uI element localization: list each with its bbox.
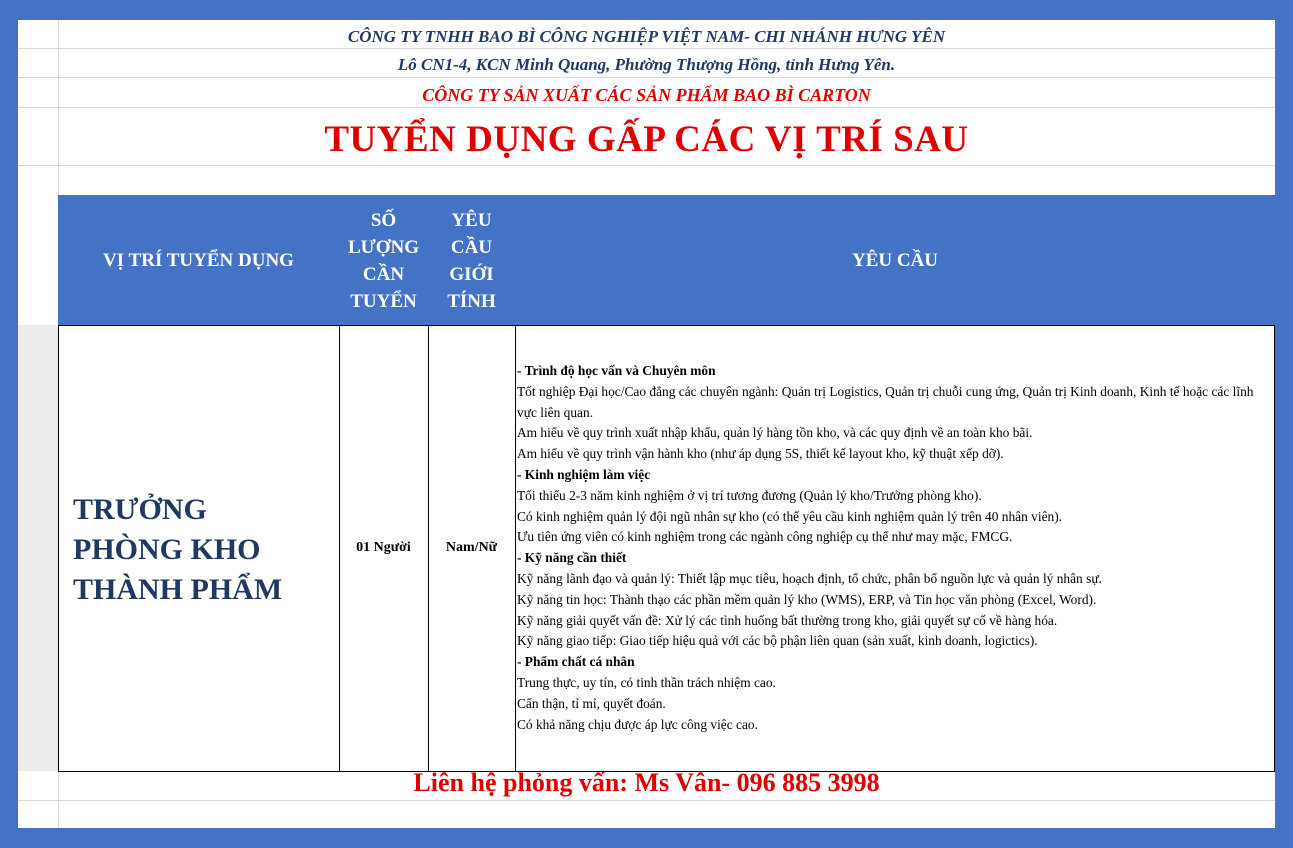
header-position: VỊ TRÍ TUYỂN DỤNG [103,250,294,271]
company-business: CÔNG TY SẢN XUẤT CÁC SẢN PHẨM BAO BÌ CARTON [422,85,871,105]
position-line: THÀNH PHẨM [73,573,283,606]
requirements-list [517,361,1262,735]
requirement-item: Ưu tiên ứng viên có kinh nghiệm trong các ngành công nghiệp cụ thể như may mặc, FMCG. [517,529,1013,545]
quantity-value: 01 Người [356,540,411,555]
grid-row-line [18,107,1275,108]
header-requirements: YÊU CẦU [851,250,939,271]
spreadsheet-sheet [18,20,1275,828]
requirement-item: Tối thiểu 2-3 năm kinh nghiệm ở vị trí tương đương (Quản lý kho/Trưởng phòng kho). [517,487,982,503]
header-gender-line: TÍNH [447,290,496,312]
requirement-item: Kỹ năng giao tiếp: Giao tiếp hiệu quả với các bộ phận liên quan (sản xuất, kinh doanh, logictics). [517,633,1038,649]
requirement-heading: - Phẩm chất cá nhân [517,654,635,670]
grid-row-line [18,800,1275,801]
header-quantity-line: TUYỂN [350,290,417,312]
company-address: Lô CN1-4, KCN Minh Quang, Phường Thượng Hồng, tỉnh Hưng Yên. [397,55,896,74]
requirement-item: Am hiểu về quy trình xuất nhập khẩu, quản lý hàng tồn kho, và các quy định về an toàn kho bãi. [517,425,1033,441]
row-margin [18,325,58,771]
header-quantity-line: SỐ [370,209,397,231]
position-line: PHÒNG KHO [73,533,261,566]
header-gender [428,195,515,326]
contact-line: Liên hệ phỏng vấn: Ms Vân- 096 885 3998 [413,768,880,797]
requirement-item: Có kinh nghiệm quản lý đội ngũ nhân sự kho (có thể yêu cầu kinh nghiệm quản lý trên 40 nhân viên). [517,508,1063,524]
requirement-item: Tốt nghiệp Đại học/Cao đẳng các chuyên ngành: Quản trị Logistics, Quản trị chuỗi cung ứng, Quản trị Kinh doanh, Kinh tế hoặc các lĩnh vực liên quan. [517,383,1254,420]
header-gender-line: CẦU [450,236,493,258]
header-gender-line: GIỚI [449,263,494,285]
requirement-item: Kỹ năng tin học: Thành thạo các phần mềm quản lý kho (WMS), ERP, và Tin học văn phòng (Excel, Word). [517,591,1097,607]
company-name: CÔNG TY TNHH BAO BÌ CÔNG NGHIỆP VIỆT NAM- CHI NHÁNH HƯNG YÊN [347,27,946,46]
headline: TUYỂN DỤNG GẤP CÁC VỊ TRÍ SAU [324,119,969,160]
requirement-item: Am hiểu về quy trình vận hành kho (như áp dụng 5S, thiết kế layout kho, kỹ thuật xếp dỡ). [517,446,1004,462]
grid-row-line [18,77,1275,78]
requirement-item: Kỹ năng giải quyết vấn đề: Xử lý các tình huống bất thường trong kho, giải quyết sự cố về hàng hóa. [517,612,1058,628]
requirement-item: Trung thực, uy tín, có tinh thần trách nhiệm cao. [517,674,776,690]
grid-row-line [18,48,1275,49]
header-quantity [339,195,428,326]
requirement-heading: - Kinh nghiệm làm việc [517,466,651,482]
requirement-item: Cẩn thận, tỉ mỉ, quyết đoán. [517,695,666,711]
header-gender-line: YÊU [451,209,492,231]
requirement-heading: - Trình độ học vấn và Chuyên môn [517,363,716,378]
position-line: TRƯỞNG [73,493,207,526]
requirement-item: Có khả năng chịu được áp lực công việc cao. [517,716,758,732]
requirement-heading: - Kỹ năng cần thiết [517,550,627,566]
position-title [73,490,282,610]
requirement-item: Kỹ năng lãnh đạo và quản lý: Thiết lập mục tiêu, hoạch định, tổ chức, phân bổ nguồn lực và quản lý nhân sự. [517,570,1102,586]
header-quantity-line: CẦN [362,263,405,285]
cell-divider [515,325,516,772]
grid-row-line [18,165,1275,166]
gender-value: Nam/Nữ [445,540,498,555]
header-quantity-line: LƯỢNG [347,236,420,258]
